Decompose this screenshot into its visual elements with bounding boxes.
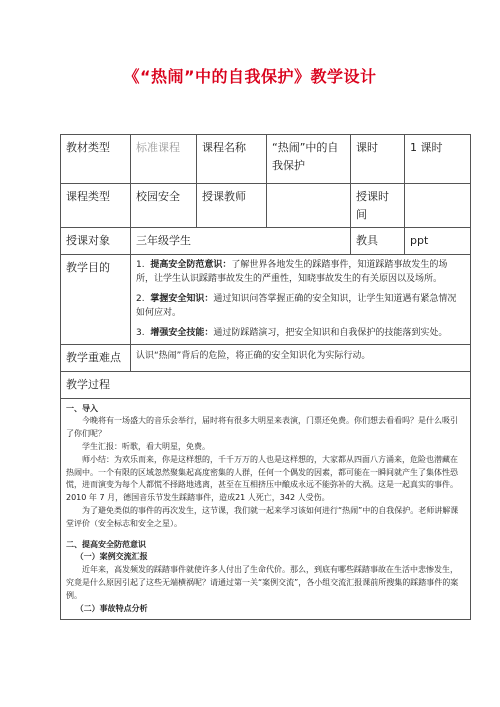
paragraph: 为了避免类似的事件的再次发生，这节课，我们就一起来学习该如何进行“热闹”中的自我保护。老师讲解课堂评价（安全标志和安全之星）。 [66,506,459,528]
process-content [61,398,471,620]
cell-label-course-name: 课程名称 [197,135,267,184]
paragraph: 师小结：为欢乐而来，你是这样想的，千千万万的人也是这样想的，大家都从四面八方涌来，危险也潜藏在热闹中。一个有限的区域忽然聚集起高度密集的人群，任何一个偶发的因素，都可能在一瞬间就产生了集体性恐慌，进而演变为每个人都慌不择路地逃离，甚至在互相挤压中酿成永远不能弥补的大祸。这是一起真实的事件。2010 年 7 月，德国音乐节发生踩踏事件，造成21 人死亡，342 人受伤。 [66,454,458,503]
cell-label-course-type: 课程类型 [61,184,131,228]
cell-label-periods: 课时 [351,135,405,184]
cell-periods: 1 课时 [405,135,471,184]
table-row [61,372,471,399]
cell-label-key-points: 教学重难点 [61,345,131,372]
cell-time [405,184,471,228]
cell-teacher [267,184,351,228]
cell-key-points: 认识“热闹”背后的危险，将正确的安全知识化为实际行动。 [131,345,471,372]
cell-label-goals: 教学目的 [61,254,131,345]
goals-list [131,254,471,345]
cell-material-type: 标准课程 [131,135,197,184]
section-title: 二、提高安全防范意识 [66,539,146,549]
document-title: 《“热闹”中的自我保护》教学设计 [123,67,377,86]
cell-label-audience: 授课对象 [61,228,131,255]
paragraph: 近年来，高发频发的踩踏事件就使许多人付出了生命代价。那么，到底有哪些踩踏事故在生活中悲惨发生，究竟是什么原因引起了这些无端横祸呢？请通过第一关“案例交流”，各小组交流汇报课前所搜集的踩踏事件的案例。 [66,565,459,600]
goal-item: 1. 提高安全防范意识：了解世界各地发生的踩踏事件，知道踩踏事故发生的场所，让学生认识踩踏事故发生的严重性，知晓事故发生的有关原因以及场所。 [136,259,448,284]
cell-audience: 三年级学生 [131,228,351,255]
cell-course-type: 校园安全 [131,184,197,228]
cell-teaching-aids: ppt [405,228,471,255]
section-title: 一、导入 [66,403,98,413]
cell-label-teaching-aids: 教具 [351,228,405,255]
cell-label-time: 授课时间 [351,184,405,228]
table-row [61,345,471,372]
table-row [61,228,471,255]
subsection-title: （一）案例交流汇报 [75,552,148,562]
table-row [61,135,471,184]
section-heading-process: 教学过程 [61,372,471,399]
paragraph: 学生汇报：听歌，看大明星，免费。 [82,442,210,452]
goal-item: 3. 增强安全技能：通过防踩踏演习，把安全知识和自我保护的技能落到实处。 [136,327,448,338]
table-row [61,398,471,620]
lesson-plan-table [60,134,471,620]
table-row [61,184,471,228]
cell-label-teacher: 授课教师 [197,184,267,228]
subsection-title: （二）事故特点分析 [75,603,148,613]
goal-item: 2. 掌握安全知识：通过知识问答掌握正确的安全知识，让学生知道遇有紧急情况如何应对。 [136,293,457,318]
table-row [61,254,471,345]
cell-label-material-type: 教材类型 [61,135,131,184]
paragraph: 今晚将有一场盛大的音乐会举行，届时将有很多大明星来表演，门票还免费。你们想去看看吗？是什么吸引了你们呢？ [66,416,458,439]
cell-course-name: “热闹”中的自我保护 [267,135,351,184]
